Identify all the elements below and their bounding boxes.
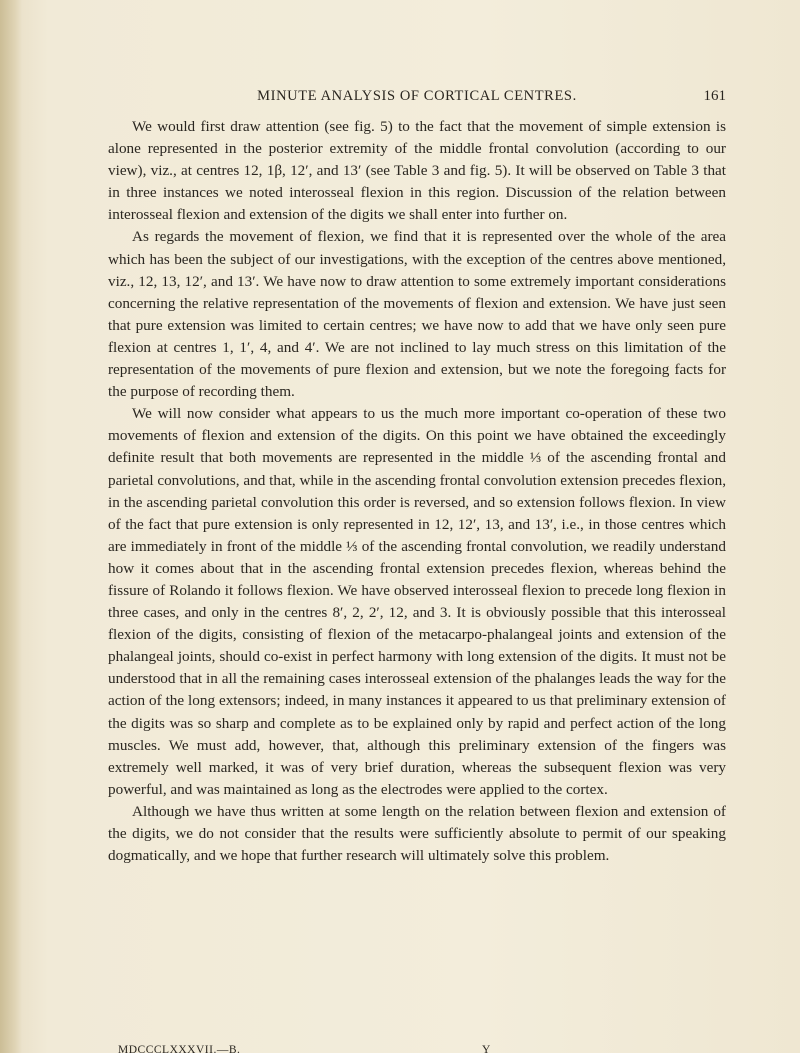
page-number: 161 <box>703 88 726 104</box>
signature-mark: MDCCCLXXXVII.—B. <box>118 1044 241 1053</box>
paragraph: As regards the movement of flexion, we find that it is represented over the whole of the area which has been the subject of our investigations, with the exception of the centres above mentioned, viz., 12, 13, 12′, and 13′. We have now to draw attention to some extremely important considerations concerning the relative representation of the movements of flexion and extension. We have just seen that pure extension was limited to certain centres; we have now to add that we have only seen pure flexion at centres 1, 1′, 4, and 4′. We are not inclined to lay much stress on this limitation of the representation of the movements of pure flexion and extension, but we note the foregoing facts for the purpose of recording them. <box>108 228 726 401</box>
paragraph: Although we have thus written at some length on the relation between flexion and extension of the digits, we do not consider that the results were sufficiently absolute to permit of our speaking dogmatically, and we hope that further research will ultimately solve this problem. <box>108 802 726 865</box>
paragraph: We will now consider what appears to us the much more important co-operation of these two movements of flexion and extension of the digits. On this point we have obtained the exceedingly definite result that both movements are represented in the middle ⅓ of the ascending frontal and parietal convolutions, and that, while in the ascending frontal convolution extension precedes flexion, in the ascending parietal convolution this order is reversed, and so extension follows flexion. In view of the fact that pure extension is only represented in 12, 12′, 13, and 13′, i.e., in those centres which are immediately in front of the middle ⅓ of the ascending frontal convolution, we readily understand how it comes about that in the ascending frontal extension precedes flexion, whereas behind the fissure of Rolando it follows flexion. We have observed interosseal flexion to precede long flexion in three cases, and only in the centres 8′, 2, 2′, 12, and 3. It is obviously possible that this interosseal flexion of the digits, consisting of flexion of the metacarpo-phalangeal joints and extension of the phalangeal joints, should co-exist in perfect harmony with long extension of the digits. It must not be understood that in all the remaining cases interosseal extension of the phalanges leads the way for the action of the long extensors; indeed, in many instances it appeared to us that preliminary extension of the digits was so sharp and complete as to be explained only by rapid and perfect action of the long muscles. We must add, however, that, although this preliminary extension of the fingers was extremely well marked, it was of very brief duration, whereas the subsequent flexion was very powerful, and was maintained as long as the electrodes were applied to the cortex. <box>108 405 726 798</box>
paragraph: We would first draw attention (see fig. 5) to the fact that the movement of simple extension is alone represented in the posterior extremity of the middle frontal convolution (according to our view), viz., at centres 12, 1β, 12′, and 13′ (see Table 3 and fig. 5). It will be observed on Table 3 that in three instances we noted interosseal flexion in this region. Discussion of the relation between interosseal flexion and extension of the digits we shall enter into further on. <box>108 118 726 224</box>
sheet-letter: Y <box>482 1044 491 1053</box>
body-text <box>108 116 726 867</box>
running-title: MINUTE ANALYSIS OF CORTICAL CENTRES. <box>257 88 577 104</box>
running-head <box>108 88 726 108</box>
page-binding-shadow <box>0 0 22 1053</box>
page-footer <box>118 1044 718 1053</box>
